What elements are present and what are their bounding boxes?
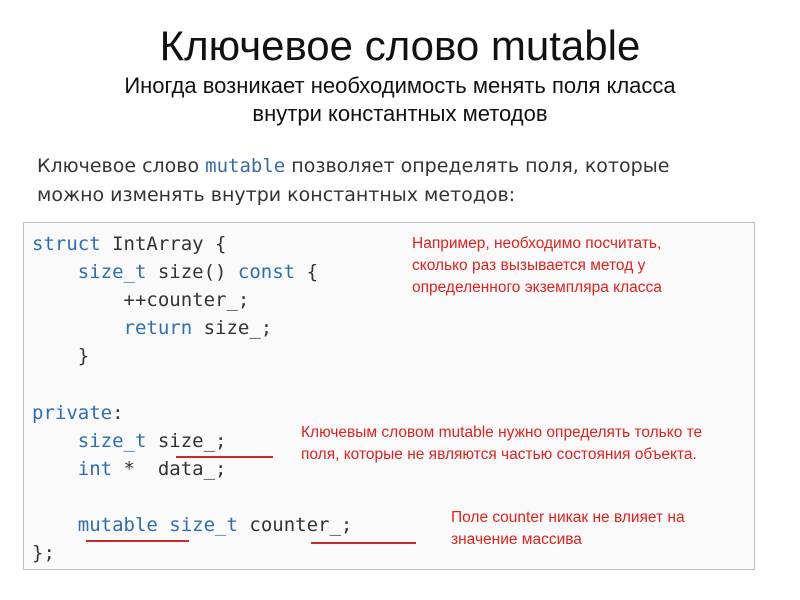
code-line	[32, 286, 352, 314]
code-line	[32, 230, 352, 258]
code-text: size()	[146, 261, 238, 284]
code-text	[32, 317, 124, 339]
code-keyword: size_t	[77, 429, 147, 452]
code-line	[32, 483, 352, 511]
code-line	[32, 314, 352, 342]
code-text	[32, 514, 78, 536]
description-line-2: можно изменять внутри константных методов:	[37, 184, 516, 206]
annotation-mutable-text-start: Ключевым словом	[301, 424, 439, 441]
code-text: };	[32, 542, 55, 565]
description-text-start: Ключевое слово	[37, 155, 206, 177]
code-keyword: return	[123, 317, 193, 340]
code-text	[32, 430, 78, 452]
slide-subtitle	[0, 72, 800, 128]
annotation-mutable-text-end: нужно определять только те поля, которые не являются частью состояния объекта.	[301, 424, 703, 463]
annotation-counter	[451, 507, 751, 551]
code-text: {	[295, 261, 319, 284]
annotation-mutable-keyword: mutable	[438, 424, 494, 441]
code-keyword: private	[32, 401, 113, 424]
annotation-mutable-usage	[301, 422, 731, 466]
code-text: ++counter_;	[32, 289, 250, 312]
annotation-example: Например, необходимо посчитать, сколько раз вызывается метод у определенного экземпляра класса	[412, 235, 662, 296]
subtitle-line-1: Иногда возникает необходимость менять поля класса	[124, 73, 676, 98]
code-keyword: size_t	[77, 261, 147, 284]
description-keyword: mutable	[205, 155, 286, 177]
code-keyword: size_t	[169, 513, 238, 536]
code-line	[32, 539, 352, 567]
annotation-counter-keyword: counter	[492, 509, 545, 526]
annotation-counter-text-start: Поле	[451, 509, 493, 526]
code-text: * data_;	[112, 457, 227, 480]
code-text	[32, 458, 78, 480]
code-line	[32, 511, 352, 539]
description	[37, 152, 757, 210]
code-keyword: int	[77, 457, 113, 480]
mutable-keyword-underline	[86, 540, 189, 542]
description-line-1	[37, 152, 757, 181]
code-keyword: const	[237, 261, 296, 284]
code-line	[32, 258, 352, 286]
code-block	[32, 230, 352, 567]
slide-title: Ключевое слово mutable	[159, 22, 641, 69]
code-text	[158, 514, 169, 536]
code-line	[32, 342, 352, 370]
code-text: :	[112, 401, 124, 424]
code-text	[32, 261, 78, 283]
code-text: size_;	[192, 317, 273, 340]
subtitle-line-2: внутри константных методов	[252, 101, 548, 126]
size-field-underline	[176, 456, 273, 458]
code-text: IntArray {	[100, 233, 227, 255]
annotation-counter-text-end: никак не влияет на значение массива	[451, 509, 685, 548]
code-text: }	[32, 345, 90, 368]
code-keyword: struct	[32, 233, 101, 255]
code-text: counter_;	[237, 513, 353, 536]
code-text: size_;	[146, 429, 227, 452]
code-keyword: mutable	[77, 513, 158, 536]
counter-field-underline	[311, 542, 416, 544]
code-line	[32, 370, 352, 398]
description-text-end: позволяет определять поля, которые	[285, 155, 670, 177]
